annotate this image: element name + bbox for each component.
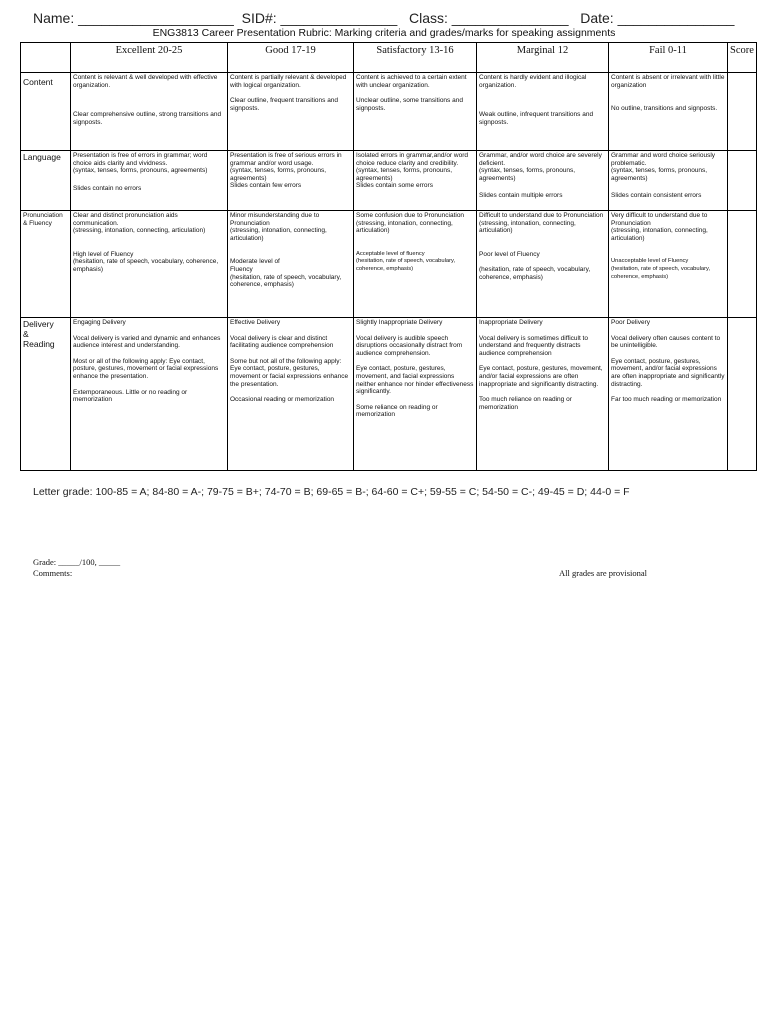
criteria-text: Clear and distinct pronunciation aids communication. (stressing, intonation, connecting, articulation) [73, 212, 206, 235]
criteria-text: Effective Delivery [230, 319, 281, 326]
criteria-text: Presentation is free of errors in grammar; word choice aids clarity and vividness. (syntax, tenses, forms, pronouns, agreements) [73, 152, 208, 175]
criteria-text: Grammar and word choice seriously problematic. (syntax, tenses, forms, pronouns, agreements) [611, 152, 716, 182]
criteria-text: Vocal delivery is varied and dynamic and enhances audience interest and understanding. [73, 334, 221, 350]
criteria-text: Vocal delivery often causes content to be unintelligible. [611, 334, 721, 350]
criteria-text: Content is absent or irrelevant with little organization [611, 74, 725, 89]
criteria-text: Eye contact, posture, gestures, movement, and/or facial expressions are often inappropriate and significantly distracting. [479, 365, 603, 388]
provisional-note: All grades are provisional [559, 568, 648, 578]
score-cell-delivery[interactable] [728, 318, 757, 471]
criteria-text: Some confusion due to Pronunciation (stressing, intonation, connecting, articulation) [356, 212, 465, 235]
criteria-text: Minor misunderstanding due to Pronunciation (stressing, intonation, connecting, articulation) [230, 212, 327, 242]
column-header-good: Good 17-19 [228, 43, 354, 73]
rubric-table [20, 42, 757, 471]
criteria-text: Poor level of Fluency (hesitation, rate of speech, vocabulary, coherence, emphasis) [479, 250, 591, 281]
rubric-row-delivery [21, 318, 757, 471]
score-cell-language[interactable] [728, 151, 757, 211]
criteria-text: Isolated errors in grammar,and/or word choice reduce clarity and credibility. (syntax, tenses, forms, pronouns, agreements) [356, 152, 468, 182]
column-header-score: Score [728, 43, 757, 73]
rubric-row-pronunciation [21, 211, 757, 318]
column-header-satisfactory: Satisfactory 13-16 [354, 43, 477, 73]
criteria-text: Content is hardly evident and illogical organization. [479, 74, 587, 89]
criteria-text: No outline, transitions and signposts. [611, 105, 718, 113]
criteria-text: Eye contact, posture, gestures, movement, and facial expressions neither enhance nor hinder effectiveness significantly. [356, 365, 474, 396]
criteria-text: Some but not all of the following apply: Eye contact, posture, gestures, movement or facial expressions enhance the presentation. [230, 357, 349, 388]
criteria-text: Vocal delivery is audible speech disruptions occasionally distract from audience comprehension. [356, 334, 463, 357]
criteria-text: Presentation is free of serious errors in grammar and/or word usage. (syntax, tenses, forms, pronouns, agreements) [230, 152, 342, 182]
rubric-title: ENG3813 Career Presentation Rubric: Marking criteria and grades/marks for speaking assignments [152, 27, 616, 39]
criteria-text: Content is relevant & well developed with effective organization. [73, 74, 218, 89]
row-label-pronunciation: Pronunciation & Fluency [21, 211, 71, 318]
criteria-text: Extemporaneous. Little or no reading or memorization [73, 388, 188, 404]
column-header-blank [21, 43, 71, 73]
header-row [21, 43, 757, 73]
row-label-language: Language [21, 151, 71, 211]
criteria-text: Far too much reading or memorization [611, 396, 722, 404]
score-cell-content[interactable] [728, 73, 757, 151]
criteria-text: Unacceptable level of Fluency (hesitation, rate of speech, vocabulary, coherence, emphasis) [611, 258, 711, 280]
criteria-text: Too much reliance on reading or memorization [479, 396, 572, 411]
grade-field[interactable]: Grade: _____/100, _____ [33, 557, 121, 567]
criteria-text: Engaging Delivery [73, 319, 126, 326]
student-info-line: Name: ____________________ SID#: _______________ Class: _______________ Date: _______________ [33, 10, 735, 26]
column-header-excellent: Excellent 20-25 [71, 43, 228, 73]
rubric-row-language [21, 151, 757, 211]
criteria-text: Moderate level of Fluency (hesitation, rate of speech, vocabulary, coherence, emphasis) [230, 258, 342, 289]
column-header-marginal: Marginal 12 [477, 43, 609, 73]
criteria-text: Content is partially relevant & developed with logical organization. [230, 74, 347, 89]
criteria-text: Slides contain multiple errors [479, 192, 563, 200]
criteria-text: Occasional reading or memorization [230, 396, 335, 404]
letter-grade-scale: Letter grade: 100-85 = A; 84-80 = A-; 79-75 = B+; 74-70 = B; 69-65 = B-; 64-60 = C+; 59-55 = C; 54-50 = C-; 49-45 = D; 44-0 = F [33, 486, 630, 498]
criteria-text: Unclear outline, some transitions and signposts. [356, 97, 463, 112]
criteria-text: Very difficult to understand due to Pronunciation (stressing, intonation, connecting, articulation) [611, 212, 708, 242]
criteria-text: Slides contain few errors [230, 182, 302, 190]
criteria-text: Clear comprehensive outline, strong transitions and signposts. [73, 111, 222, 126]
criteria-text: Slightly Inappropriate Delivery [356, 319, 443, 326]
column-header-fail: Fail 0-11 [609, 43, 728, 73]
criteria-text: Slides contain consistent errors [611, 192, 702, 200]
criteria-text: Acceptable level of fluency (hesitation, rate of speech, vocabulary, coherence, emphasis) [356, 250, 456, 272]
criteria-text: Slides contain some errors [356, 182, 433, 190]
criteria-text: Grammar, and/or word choice are severely deficient. (syntax, tenses, forms, pronouns, agreements) [479, 152, 602, 182]
criteria-text: Content is achieved to a certain extent with unclear organization. [356, 74, 467, 89]
rubric-row-content [21, 73, 757, 151]
criteria-text: Poor Delivery [611, 319, 651, 326]
criteria-text: Slides contain no errors [73, 184, 142, 192]
criteria-text: Some reliance on reading or memorization [356, 403, 438, 419]
criteria-text: Difficult to understand due to Pronunciation (stressing, intonation, connecting, articulation) [479, 212, 604, 235]
criteria-text: High level of Fluency (hesitation, rate of speech, vocabulary, coherence, emphasis) [73, 250, 219, 273]
criteria-text: Most or all of the following apply: Eye contact, posture, gestures, movement or facial expressions enhance the presentation. [73, 357, 219, 380]
criteria-text: Vocal delivery is sometimes difficult to understand and frequently distracts audience comprehension [479, 334, 588, 357]
criteria-text: Weak outline, infrequent transitions and signposts. [479, 111, 594, 126]
criteria-text: Clear outline, frequent transitions and signposts. [230, 97, 339, 112]
score-cell-pronunciation[interactable] [728, 211, 757, 318]
criteria-text: Eye contact, posture, gestures, movement, and/or facial expressions are often inappropriate and significantly distracting. [611, 357, 725, 388]
criteria-text: Vocal delivery is clear and distinct facilitating audience comprehension [230, 334, 334, 350]
row-label-content: Content [21, 73, 71, 151]
row-label-delivery: Delivery & Reading [21, 318, 71, 471]
comments-label: Comments: [33, 568, 73, 578]
criteria-text: Inappropriate Delivery [479, 319, 543, 326]
